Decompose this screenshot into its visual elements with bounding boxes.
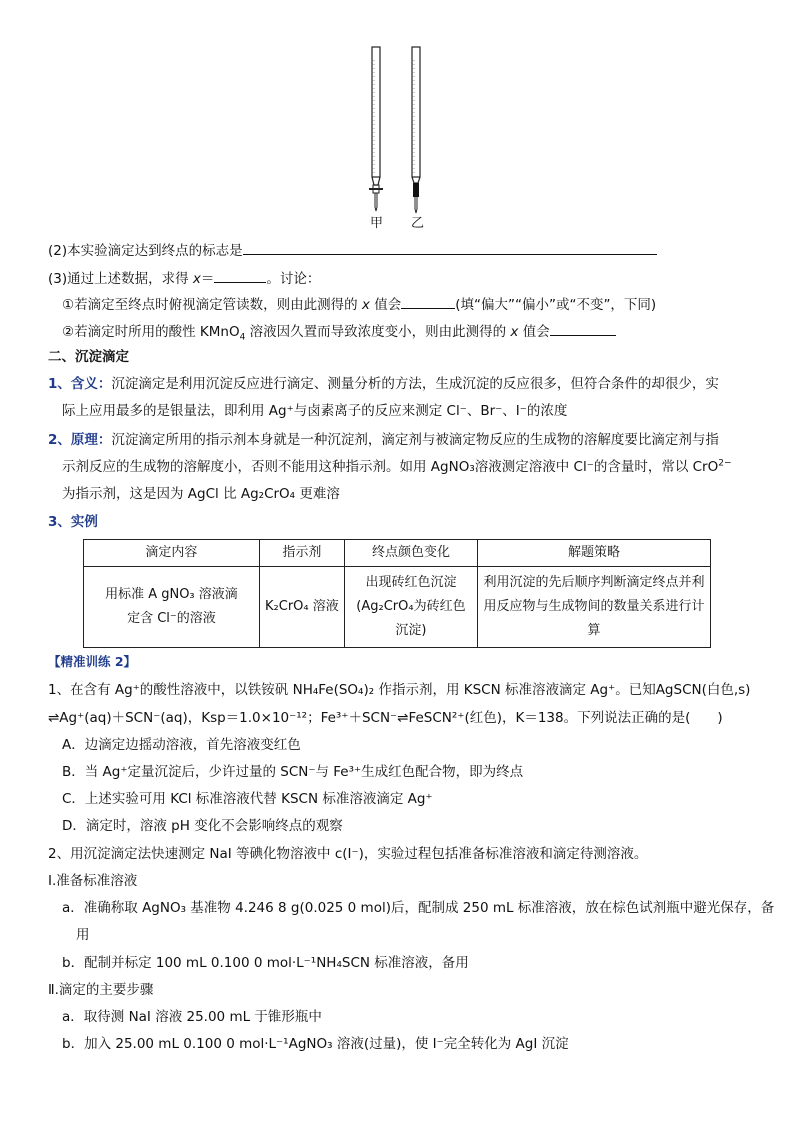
question-3-1-text: ①若滴定至终点时俯视滴定管读数，则由此测得的 <box>62 297 358 313</box>
option-c: C．上述实验可用 KCl 标准溶液代替 KSCN 标准溶液滴定 Ag⁺ <box>62 791 433 807</box>
exercise-2-item-c: a．取待测 NaI 溶液 25.00 mL 于锥形瓶中 <box>62 1009 322 1025</box>
table-header: 滴定内容 <box>84 540 260 567</box>
burette-right <box>412 47 420 213</box>
paragraph-2-text-cont: 示剂反应的生成物的溶解度小，否则不能用这种指示剂。如用 AgNO₃溶液测定溶液中 Cl⁻的含量时，常以 CrO <box>62 459 719 475</box>
exercise-1-line-2: ⇌Ag⁺(aq)＋SCN⁻(aq)，Ksp＝1.0×10⁻¹²；Fe³⁺＋SCN⁻⇌FeSCN²⁺(红色)，K＝138。下列说法正确的是( ) <box>48 710 723 726</box>
question-3-2-value: 值会 <box>522 324 550 340</box>
paragraph-1-label: 1、含义： <box>48 376 112 392</box>
subscript: 4 <box>239 332 246 343</box>
question-2 <box>48 240 657 260</box>
exercise-2-step-1: Ⅰ.准备标准溶液 <box>48 873 138 889</box>
table-header: 指示剂 <box>259 540 344 567</box>
question-3-2-text-cont: 溶液因久置而导致浓度变小，则由此测得的 <box>245 324 507 340</box>
cell-text: 用标准 A gNO₃ 溶液滴定含 Cl⁻的溶液 <box>105 587 238 626</box>
table-header: 终点颜色变化 <box>344 540 477 567</box>
practice-title: 【精准训练 2】 <box>48 654 137 669</box>
paragraph-2-cont <box>62 458 732 476</box>
exercise-2-item-d: b．加入 25.00 mL 0.100 0 mol·L⁻¹AgNO₃ 溶液(过量)，使 I⁻完全转化为 AgI 沉淀 <box>62 1036 569 1052</box>
paragraph-2-end: 为指示剂，这是因为 AgCl 比 Ag₂CrO₄ 更难溶 <box>62 486 340 502</box>
superscript: 2− <box>718 458 732 469</box>
table-cell <box>478 567 711 648</box>
figure-label-left: 甲 <box>370 216 384 231</box>
cell-text: 出现砖红色沉淀(Ag₂CrO₄为砖红色沉淀) <box>356 575 466 638</box>
discussion-label: 。讨论： <box>266 271 321 287</box>
paragraph-3-label: 3、实例 <box>48 514 98 530</box>
paragraph-1-cont: 际上应用最多的是银量法，即利用 Ag⁺与卤素离子的反应来测定 Cl⁻、Br⁻、I⁻的浓度 <box>62 403 568 419</box>
question-3-2-text: ②若滴定时所用的酸性 KMnO <box>62 324 240 340</box>
option-a: A．边滴定边摇动溶液，首先溶液变红色 <box>62 737 301 753</box>
exercise-2-item-a-cont: 用 <box>76 927 90 943</box>
exercise-2-step-2: Ⅱ.滴定的主要步骤 <box>48 982 154 998</box>
question-3-1-value: 值会 <box>374 297 402 313</box>
paragraph-1 <box>48 375 719 393</box>
question-3-1-hint: (填“偏大”“偏小”或“不变”，下同) <box>455 297 657 313</box>
burette-left <box>369 47 383 211</box>
variable-x: x <box>510 324 519 340</box>
question-3-text: (3)通过上述数据，求得 <box>48 271 189 287</box>
question-3-1 <box>62 294 656 314</box>
answer-blank[interactable] <box>243 240 657 255</box>
burette-figure <box>355 45 445 230</box>
equals-sign: ＝ <box>200 271 215 287</box>
paragraph-2-label: 2、原理： <box>48 432 112 448</box>
figure-label-right: 乙 <box>411 216 425 231</box>
section-title: 二、沉淀滴定 <box>48 349 129 365</box>
exercise-2-item-a: a．准确称取 AgNO₃ 基准物 4.246 8 g(0.025 0 mol)后，配制成 250 mL 标准溶液，放在棕色试剂瓶中避光保存，备 <box>62 900 775 916</box>
table-cell: K₂CrO₄ 溶液 <box>259 567 344 648</box>
variable-x: x <box>192 271 201 287</box>
table-cell <box>84 567 260 648</box>
answer-blank[interactable] <box>550 321 616 336</box>
table-row <box>84 567 711 648</box>
answer-blank[interactable] <box>214 268 266 283</box>
paragraph-2 <box>48 431 719 449</box>
variable-x: x <box>361 297 370 313</box>
exercise-1-line-1: 1、在含有 Ag⁺的酸性溶液中，以铁铵矾 NH₄Fe(SO₄)₂ 作指示剂，用 KSCN 标准溶液滴定 Ag⁺。已知AgSCN(白色,s) <box>48 682 751 698</box>
table-header: 解题策略 <box>478 540 711 567</box>
option-b: B．当 Ag⁺定量沉淀后，少许过量的 SCN⁻与 Fe³⁺生成红色配合物，即为终点 <box>62 764 524 780</box>
paragraph-2-text: 沉淀滴定所用的指示剂本身就是一种沉淀剂，滴定剂与被滴定物反应的生成物的溶解度要比滴定剂与指 <box>111 432 719 448</box>
question-2-text: (2)本实验滴定达到终点的标志是 <box>48 243 243 259</box>
example-table <box>83 539 711 648</box>
paragraph-1-text: 沉淀滴定是利用沉淀反应进行滴定、测量分析的方法，生成沉淀的反应很多，但符合条件的却很少，实 <box>111 376 719 392</box>
table-cell <box>344 567 477 648</box>
answer-blank[interactable] <box>401 294 455 309</box>
question-3 <box>48 268 320 288</box>
table-header-row <box>84 540 711 567</box>
exercise-2-line-1: 2、用沉淀滴定法快速测定 NaI 等碘化物溶液中 c(I⁻)，实验过程包括准备标准溶液和滴定待测溶液。 <box>48 846 648 862</box>
cell-text: 利用沉淀的先后顺序判断滴定终点并利用反应物与生成物间的数量关系进行计算 <box>483 575 705 638</box>
exercise-2-item-b: b．配制并标定 100 mL 0.100 0 mol·L⁻¹NH₄SCN 标准溶液，备用 <box>62 955 469 971</box>
question-3-2 <box>62 321 616 341</box>
option-d: D．滴定时，溶液 pH 变化不会影响终点的观察 <box>62 818 343 834</box>
